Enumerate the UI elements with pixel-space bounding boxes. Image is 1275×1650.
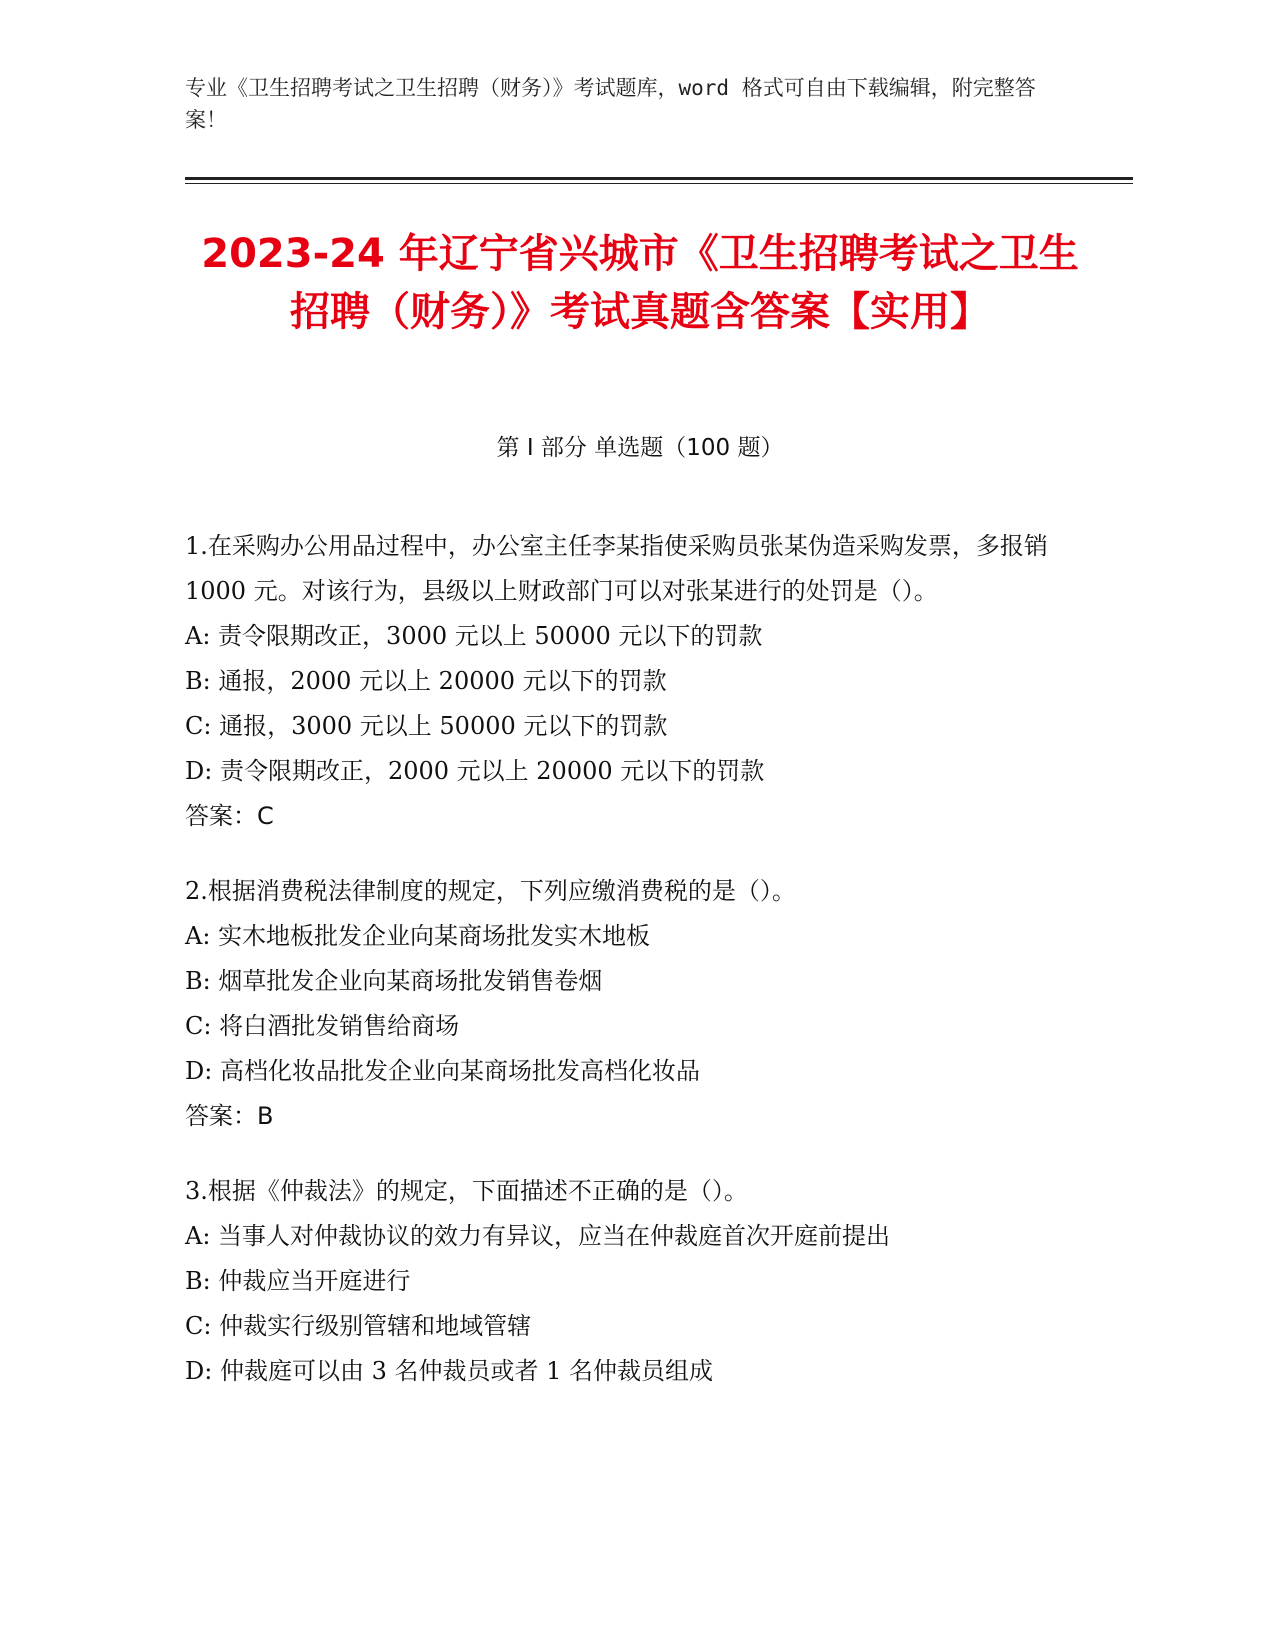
question-stem: 3.根据《仲裁法》的规定，下面描述不正确的是（）。 xyxy=(185,1177,748,1205)
option-a: A: 实木地板批发企业向某商场批发实木地板 xyxy=(185,922,651,950)
option-a: A: 当事人对仲裁协议的效力有异议，应当在仲裁庭首次开庭前提出 xyxy=(185,1222,891,1250)
question-stem: 2.根据消费税法律制度的规定，下列应缴消费税的是（）。 xyxy=(185,877,796,905)
header-rule-thin xyxy=(185,183,1133,184)
question-3 xyxy=(185,1169,1065,1394)
answer: 答案：B xyxy=(185,1102,274,1130)
question-1 xyxy=(185,524,1065,839)
section-title: 第 I 部分 单选题（100 题） xyxy=(496,435,784,461)
document-title: 2023-24 年辽宁省兴城市《卫生招聘考试之卫生招聘（财务）》考试真题含答案【实用】 xyxy=(201,231,1079,335)
header-rule-thick xyxy=(185,177,1133,180)
question-2 xyxy=(185,869,1065,1139)
question-stem: 1.在采购办公用品过程中，办公室主任李某指使采购员张某伪造采购发票，多报销 1000 元。对该行为，县级以上财政部门可以对张某进行的处罚是（）。 xyxy=(185,532,1048,605)
option-c: C: 通报，3000 元以上 50000 元以下的罚款 xyxy=(185,712,668,740)
header-note: 专业《卫生招聘考试之卫生招聘（财务）》考试题库，word 格式可自由下载编辑，附完整答案！ xyxy=(185,76,1036,132)
option-d: D: 责令限期改正，2000 元以上 20000 元以下的罚款 xyxy=(185,757,765,785)
option-d: D: 仲裁庭可以由 3 名仲裁员或者 1 名仲裁员组成 xyxy=(185,1357,714,1385)
option-c: C: 仲裁实行级别管辖和地域管辖 xyxy=(185,1312,532,1340)
question-list xyxy=(185,524,1065,1424)
option-c: C: 将白酒批发销售给商场 xyxy=(185,1012,460,1040)
option-a: A: 责令限期改正，3000 元以上 50000 元以下的罚款 xyxy=(185,622,763,650)
option-b: B: 通报，2000 元以上 20000 元以下的罚款 xyxy=(185,667,667,695)
option-b: B: 烟草批发企业向某商场批发销售卷烟 xyxy=(185,967,603,995)
option-b: B: 仲裁应当开庭进行 xyxy=(185,1267,411,1295)
option-d: D: 高档化妆品批发企业向某商场批发高档化妆品 xyxy=(185,1057,700,1085)
answer: 答案：C xyxy=(185,802,274,830)
